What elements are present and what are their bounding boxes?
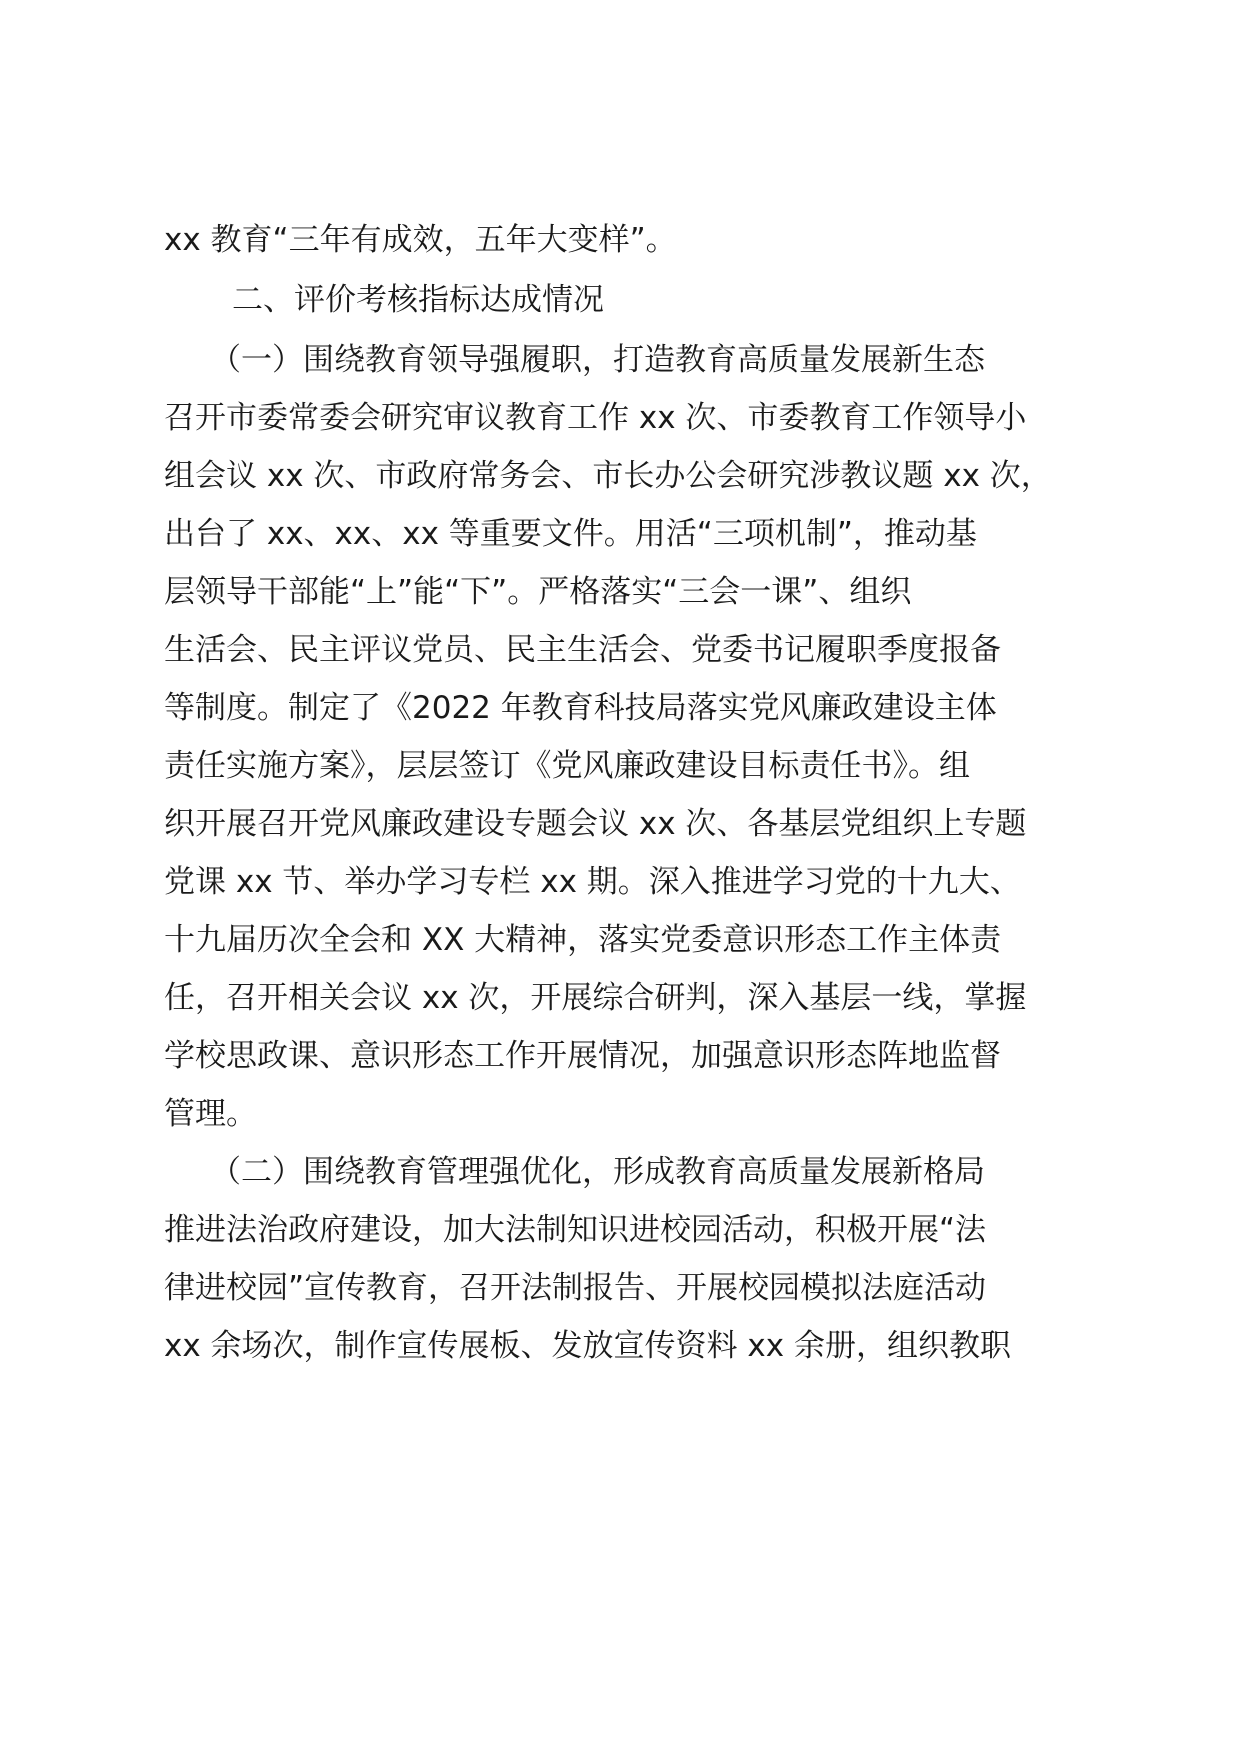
paragraph-line: 管理。 <box>164 1096 257 1132</box>
paragraph-line: 组会议 xx 次、市政府常务会、市长办公会研究涉教议题 xx 次， <box>164 458 1052 494</box>
subsection-heading-2: （二）围绕教育管理强优化，形成教育高质量发展新格局 <box>210 1154 985 1190</box>
subsection-heading-1: （一）围绕教育领导强履职，打造教育高质量发展新生态 <box>210 342 985 378</box>
paragraph-line: 律进校园”宣传教育，召开法制报告、开展校园模拟法庭活动 <box>164 1270 987 1306</box>
paragraph-line-closing: xx 教育“三年有成效，五年大变样”。 <box>164 222 677 258</box>
paragraph-line: 层领导干部能“上”能“下”。严格落实“三会一课”、组织 <box>164 574 912 610</box>
paragraph-line: 十九届历次全会和 XX 大精神，落实党委意识形态工作主体责 <box>164 922 1002 958</box>
paragraph-line: 等制度。制定了《2022 年教育科技局落实党风廉政建设主体 <box>164 690 997 726</box>
section-heading: 二、评价考核指标达成情况 <box>232 282 604 318</box>
paragraph-line: 生活会、民主评议党员、民主生活会、党委书记履职季度报备 <box>164 632 1001 668</box>
paragraph-line: 学校思政课、意识形态工作开展情况，加强意识形态阵地监督 <box>164 1038 1001 1074</box>
paragraph-line: 织开展召开党风廉政建设专题会议 xx 次、各基层党组织上专题 <box>164 806 1027 842</box>
paragraph-line: 出台了 xx、xx、xx 等重要文件。用活“三项机制”，推动基 <box>164 516 977 552</box>
paragraph-line: 任，召开相关会议 xx 次，开展综合研判，深入基层一线，掌握 <box>164 980 1027 1016</box>
paragraph-line: 推进法治政府建设，加大法制知识进校园活动，积极开展“法 <box>164 1212 987 1248</box>
paragraph-line: xx 余场次，制作宣传展板、发放宣传资料 xx 余册，组织教职 <box>164 1328 1011 1364</box>
paragraph-line: 党课 xx 节、举办学习专栏 xx 期。深入推进学习党的十九大、 <box>164 864 1021 900</box>
paragraph-line: 召开市委常委会研究审议教育工作 xx 次、市委教育工作领导小 <box>164 400 1027 436</box>
paragraph-line: 责任实施方案》，层层签订《党风廉政建设目标责任书》。组 <box>164 748 970 784</box>
